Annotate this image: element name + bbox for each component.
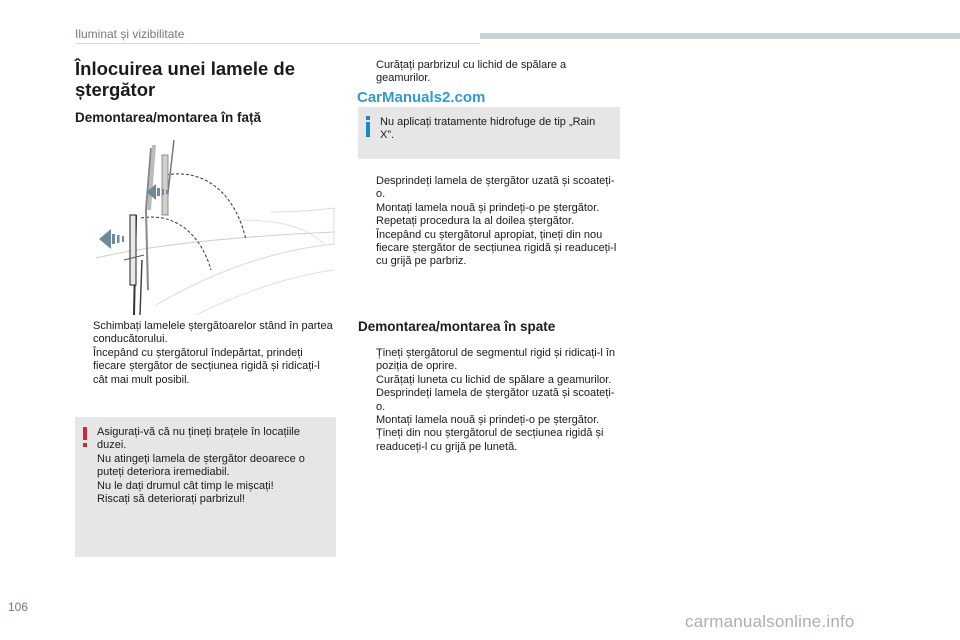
info-icon — [366, 116, 370, 138]
front-wiper-blade-illustration — [96, 140, 336, 315]
list-item: Curățați parbrizul cu lichid de spălare a geamurilor. — [376, 59, 567, 85]
list-item: Țineți din nou ștergătorul de secțiunea rigidă și readuceți-l cu grijă pe lunetă. — [376, 427, 604, 453]
front-continued-steps-list — [358, 175, 620, 269]
page-number: 106 — [8, 600, 29, 614]
watermark-link[interactable]: CarManuals2.com — [357, 89, 486, 106]
list-item: Desprindeți lamela de ștergător uzată și scoateți-o. — [376, 387, 615, 413]
header-rule — [75, 43, 480, 44]
list-item: Desprindeți lamela de ștergător uzată și scoateți-o. — [376, 175, 615, 201]
info-text: Nu aplicați tratamente hidrofuge de tip „Rain X”. — [380, 116, 596, 142]
list-item: Repetați procedura la al doilea ștergător. — [376, 215, 575, 228]
page-title: Înlocuirea unei lamele de ștergător — [75, 58, 296, 100]
front-section-heading: Demontarea/montarea în față — [75, 110, 262, 125]
footer-watermark-link[interactable]: carmanualsonline.info — [685, 612, 855, 631]
list-item: Montați lamela nouă și prindeți-o pe ștergător. — [376, 201, 600, 214]
warning-icon — [83, 427, 87, 447]
section-title: Iluminat și vizibilitate — [75, 27, 185, 41]
header-bar — [480, 33, 960, 39]
rear-section-heading: Demontarea/montarea în spate — [358, 319, 556, 334]
list-item: Curățați luneta cu lichid de spălare a geamurilor. — [376, 373, 612, 386]
info-box — [358, 107, 620, 159]
windshield-clean-step — [358, 59, 620, 86]
front-steps-list — [75, 320, 335, 387]
list-item: Montați lamela nouă și prindeți-o pe ștergător. — [376, 414, 600, 427]
warning-box — [75, 417, 336, 557]
list-item: Începând cu ștergătorul apropiat, țineți din nou fiecare ștergător de secțiunea rigidă și readuceți-l cu grijă pe parbriz. — [376, 228, 617, 268]
list-item: Schimbați lamelele ștergătoarelor stând în partea conducătorului. — [93, 320, 333, 346]
list-item: Țineți ștergătorul de segmentul rigid și ridicați-l în poziția de oprire. — [376, 347, 616, 373]
rear-steps-list — [358, 347, 620, 454]
list-item: Începând cu ștergătorul îndepărtat, prindeți fiecare ștergător de secțiunea rigidă și ridicați-l cât mai mult posibil. — [93, 346, 320, 386]
warning-text: Asigurați-vă că nu țineți brațele în locațiile duzei. Nu atingeți lamela de ștergător deoarece o puteți deteriora iremediabil. Nu le dați drumul cât timp le mișcați! Riscați să deteriorați parbrizul! — [97, 426, 305, 506]
